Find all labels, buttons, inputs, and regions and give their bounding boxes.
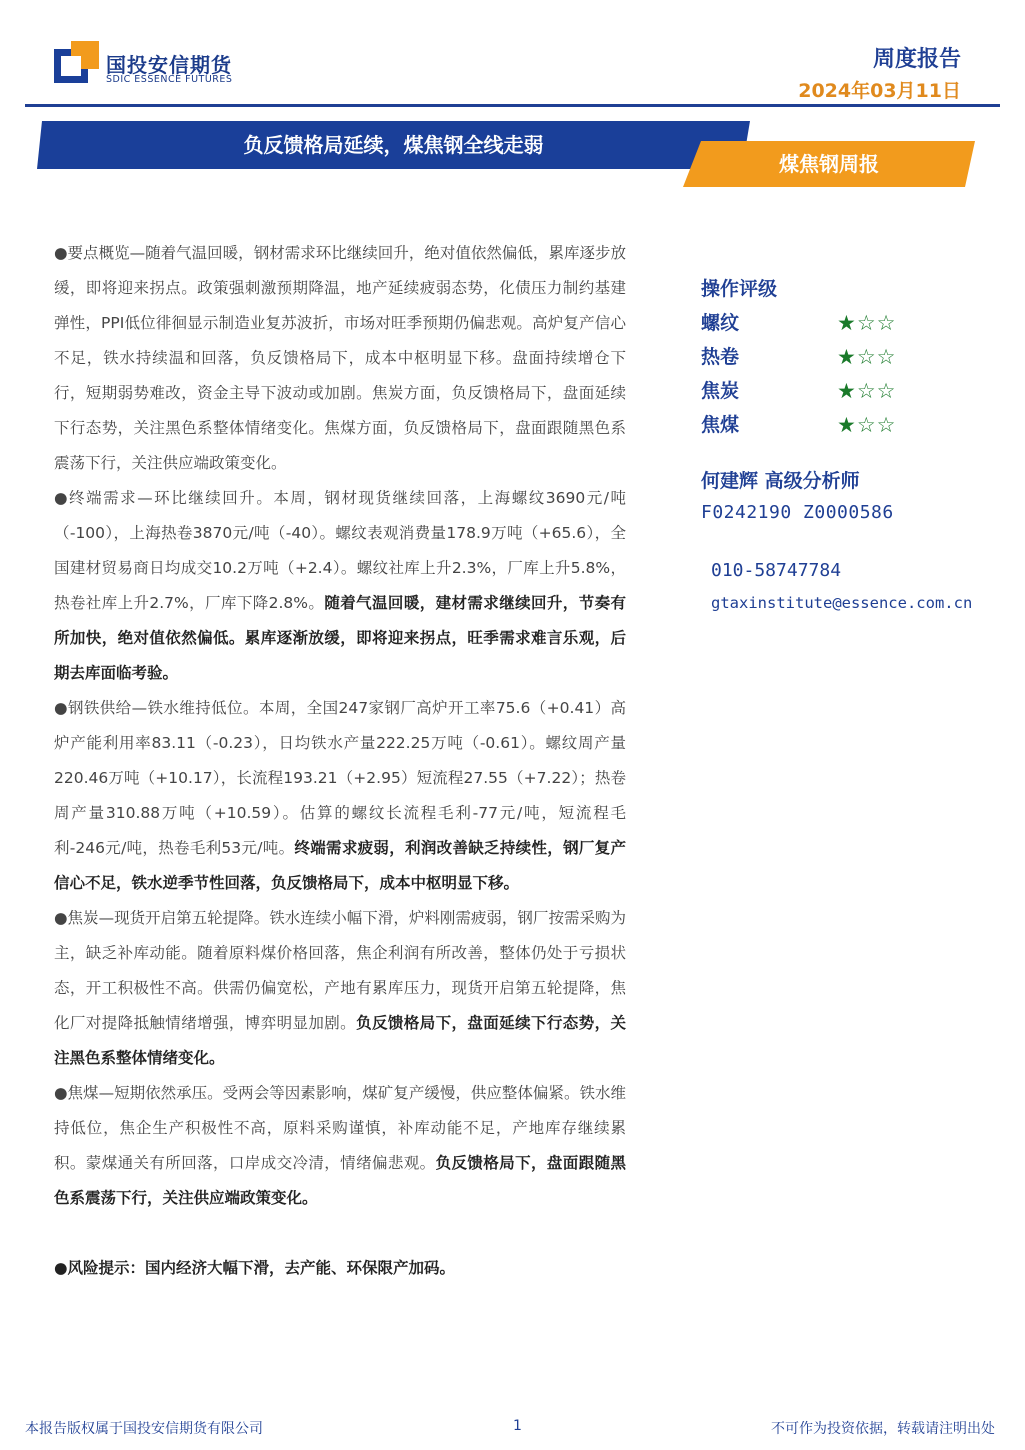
page-number: 1 xyxy=(513,1418,522,1434)
rating-name: 热卷 xyxy=(701,346,740,368)
header-divider xyxy=(25,104,1000,107)
footer-copyright: 本报告版权属于国投安信期货有限公司 xyxy=(25,1421,263,1437)
report-type: 周度报告 xyxy=(872,47,961,72)
company-logo-icon xyxy=(54,41,99,83)
contact-email[interactable]: gtaxinstitute@essence.com.cn xyxy=(711,594,973,612)
risk-warning: ●风险提示：国内经济大幅下滑，去产能、环保限产加码。 xyxy=(54,1259,456,1277)
rating-name: 焦炭 xyxy=(701,380,740,402)
analyst-name: 何建辉 高级分析师 xyxy=(701,470,860,492)
report-date: 2024年03月11日 xyxy=(798,80,961,102)
rating-row-coking-coal xyxy=(701,408,1001,442)
company-name-cn: 国投安信期货 xyxy=(106,53,232,77)
report-category: 煤焦钢周报 xyxy=(779,152,879,176)
rating-row-hot-coil xyxy=(701,340,1001,374)
summary-paragraph: ●要点概览—随着气温回暖，钢材需求环比继续回升，绝对值依然偏低，累库逐步放缓，即将迎来拐点。政策强刺激预期降温，地产延续疲弱态势，化债压力制约基建弹性，PPI低位徘徊显示制造业复苏波折，市场对旺季预期仍偏悲观。高炉复产信心不足，铁水持续温和回落，负反馈格局下，成本中枢明显下移。盘面持续增仓下行，短期弱势难改，资金主导下波动或加剧。焦炭方面，负反馈格局下，盘面延续下行态势，关注黑色系整体情绪变化。焦煤方面，负反馈格局下，盘面跟随黑色系震荡下行，关注供应端政策变化。 xyxy=(54,244,626,472)
sidebar xyxy=(701,272,1001,616)
rating-name: 焦煤 xyxy=(701,414,740,436)
rating-title: 操作评级 xyxy=(701,278,778,300)
rating-name: 螺纹 xyxy=(701,312,740,334)
analyst-certificates: F0242190 Z0000586 xyxy=(701,502,894,523)
footer-disclaimer: 不可作为投资依据，转载请注明出处 xyxy=(771,1421,995,1437)
company-name-en: SDIC ESSENCE FUTURES xyxy=(106,74,233,85)
report-title: 负反馈格局延续，煤焦钢全线走弱 xyxy=(243,133,544,157)
demand-paragraph: ●终端需求—环比继续回升。本周，钢材现货继续回落，上海螺纹3690元/吨（-100），上海热卷3870元/吨（-40）。螺纹表观消费量178.9万吨（+65.6），全国建材贸易商日均成交10.2万吨（+2.4）。螺纹社库上升2.3%，厂库上升5.8%，热卷社库上升2.7%，厂库下降2.8%。随着气温回暖，建材需求继续回升，节奏有所加快，绝对值依然偏低。累库逐渐放缓，即将迎来拐点，旺季需求难言乐观，后期去库面临考验。 xyxy=(54,489,626,682)
rating-stars-icon: ★☆☆ xyxy=(837,345,897,369)
coke-paragraph: ●焦炭—现货开启第五轮提降。铁水连续小幅下滑，炉料刚需疲弱，钢厂按需采购为主，缺乏补库动能。随着原料煤价格回落，焦企利润有所改善，整体仍处于亏损状态，开工积极性不高。供需仍偏宽松，产地有累库压力，现货开启第五轮提降，焦化厂对提降抵触情绪增强，博弈明显加剧。负反馈格局下，盘面延续下行态势，关注黑色系整体情绪变化。 xyxy=(54,909,626,1067)
supply-paragraph: ●钢铁供给—铁水维持低位。本周，全国247家钢厂高炉开工率75.6（+0.41）高炉产能利用率83.11（-0.23），日均铁水产量222.25万吨（-0.61）。螺纹周产量220.46万吨（+10.17），长流程193.21（+2.95）短流程27.55（+7.22）；热卷周产量310.88万吨（+10.59）。估算的螺纹长流程毛利-77元/吨，短流程毛利-246元/吨，热卷毛利53元/吨。终端需求疲弱，利润改善缺乏持续性，钢厂复产信心不足，铁水逆季节性回落，负反馈格局下，成本中枢明显下移。 xyxy=(54,699,626,892)
coking-coal-paragraph: ●焦煤—短期依然承压。受两会等因素影响，煤矿复产缓慢，供应整体偏紧。铁水维持低位，焦企生产积极性不高，原料采购谨慎，补库动能不足，产地库存继续累积。蒙煤通关有所回落，口岸成交冷清，情绪偏悲观。负反馈格局下，盘面跟随黑色系震荡下行，关注供应端政策变化。 xyxy=(54,1084,626,1207)
contact-phone: 010-58747784 xyxy=(711,560,842,581)
rating-row-coke xyxy=(701,374,1001,408)
rating-stars-icon: ★☆☆ xyxy=(837,413,897,437)
rating-stars-icon: ★☆☆ xyxy=(837,379,897,403)
rating-row-rebar xyxy=(701,306,1001,340)
report-body xyxy=(54,236,626,1286)
rating-stars-icon: ★☆☆ xyxy=(837,311,897,335)
